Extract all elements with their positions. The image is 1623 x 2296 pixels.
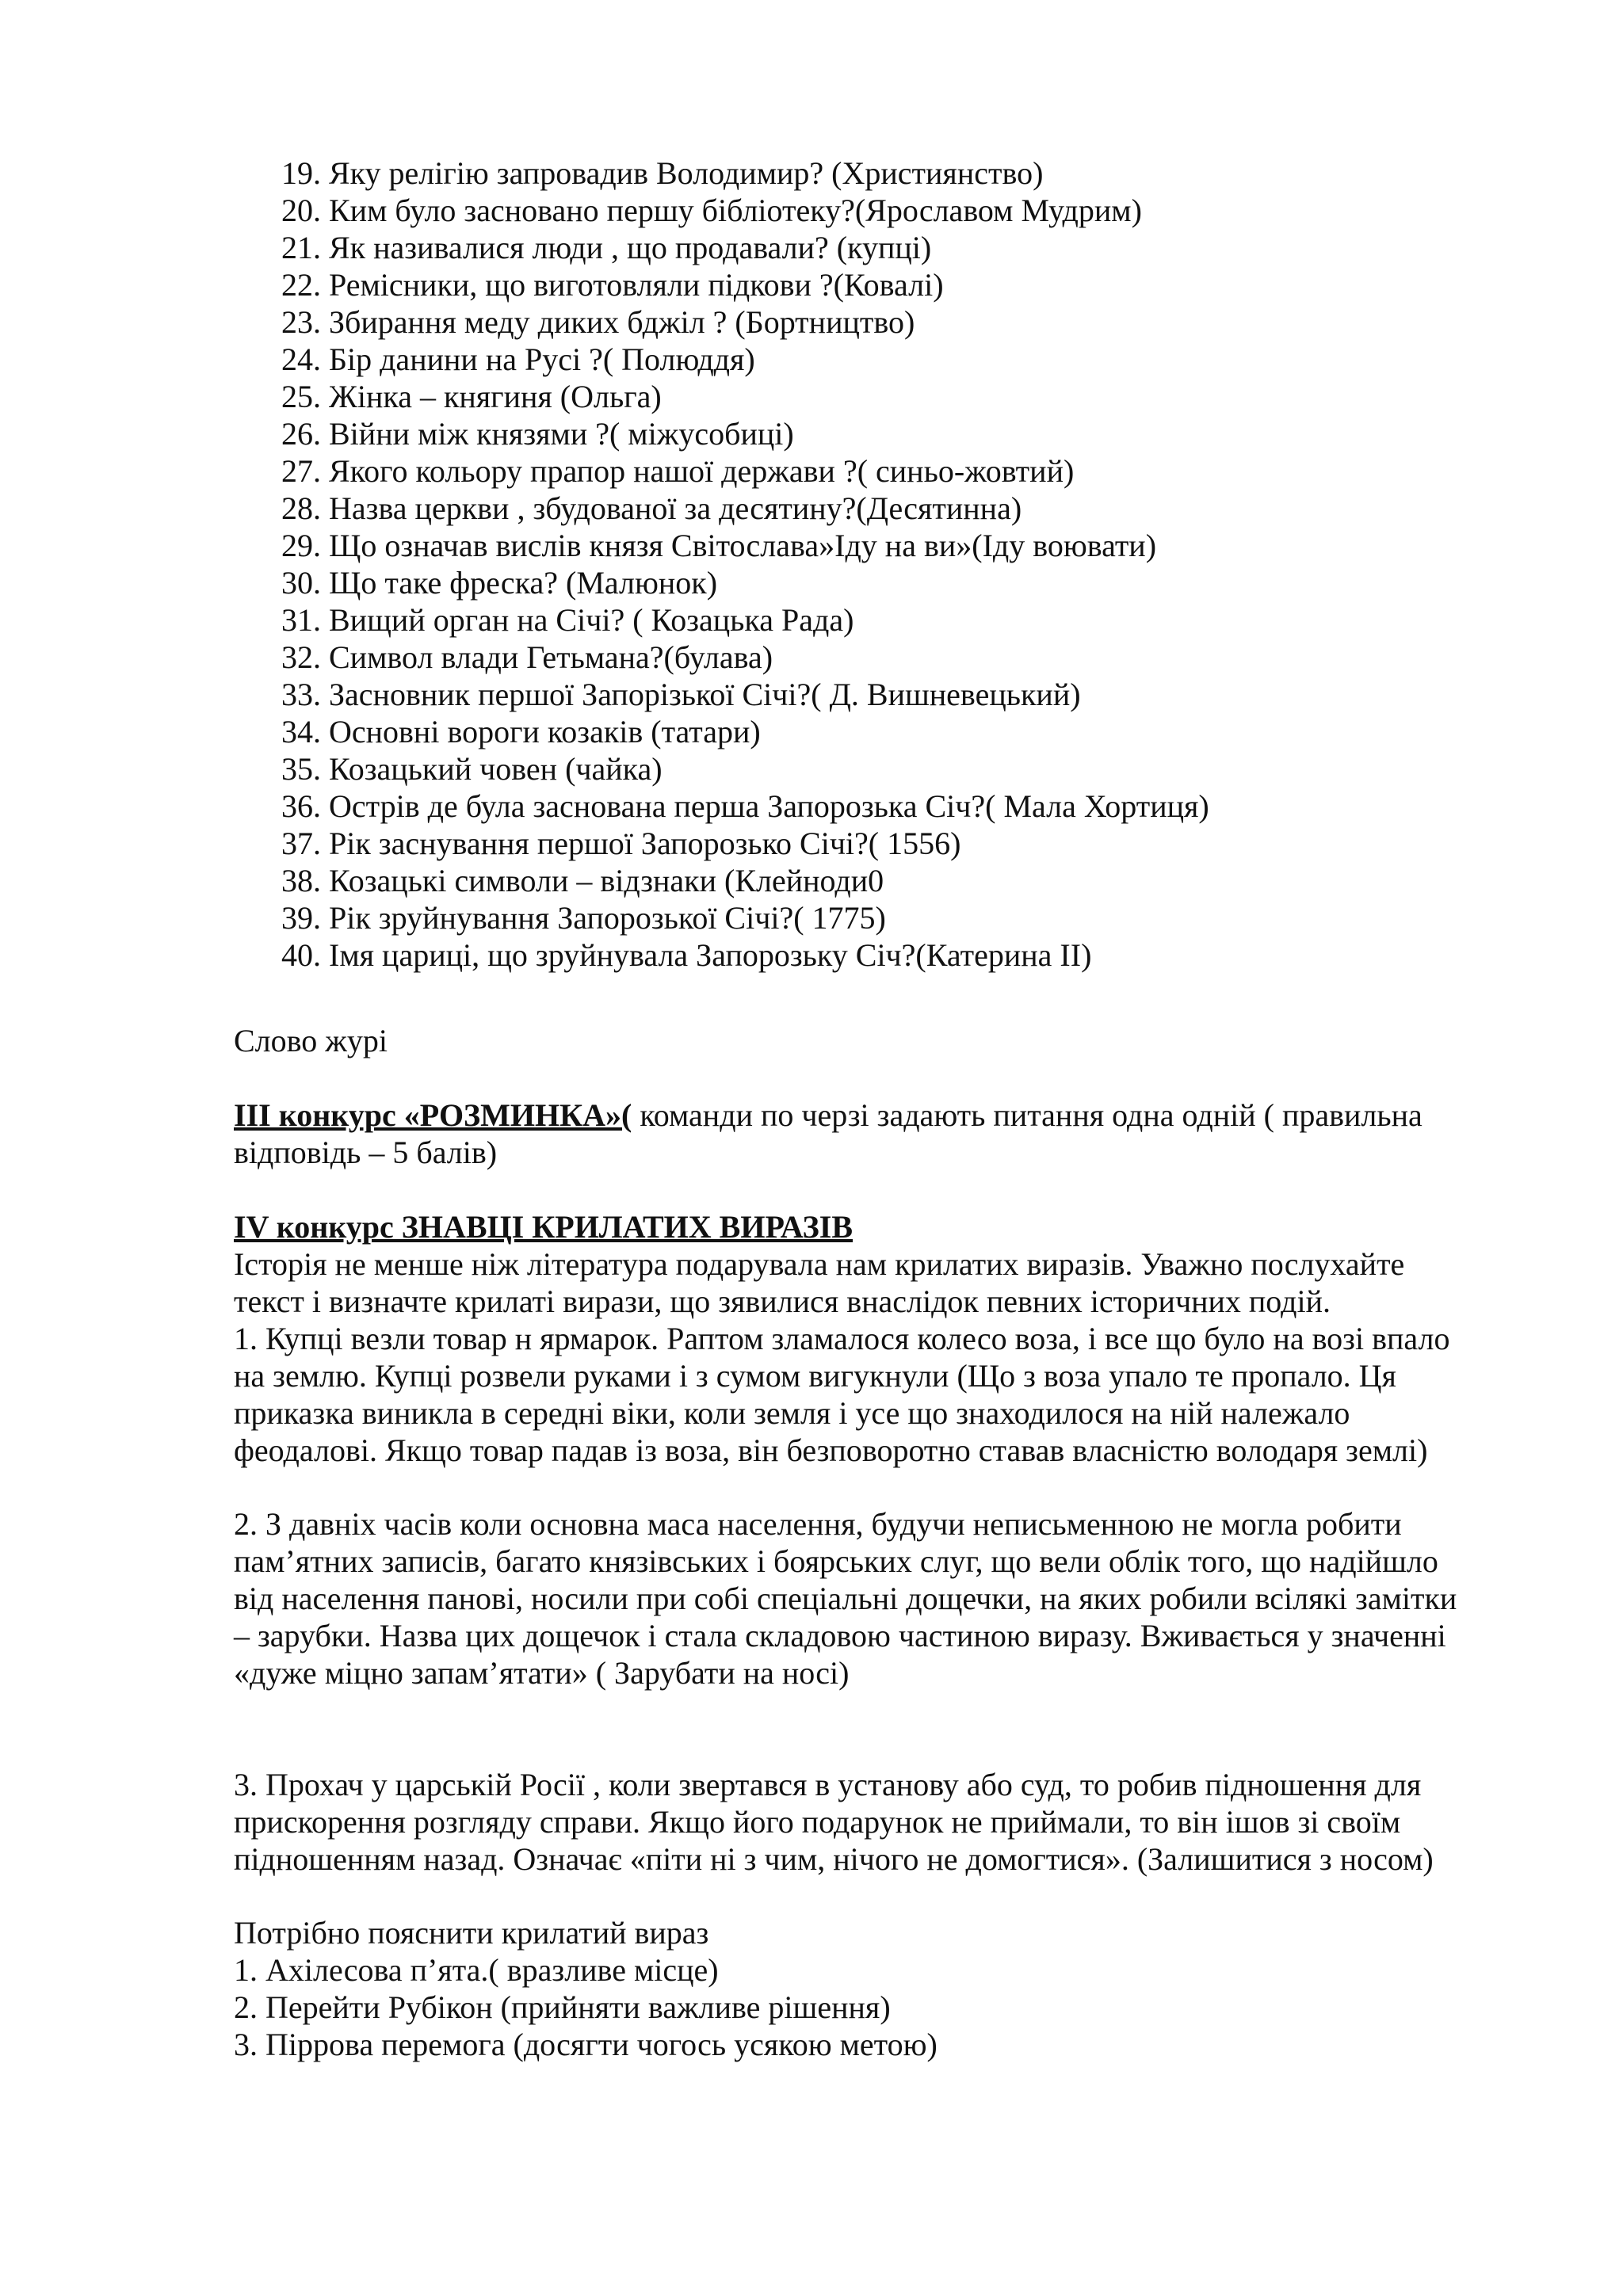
explain-item: 1. Ахілесова п’ята.( вразливе місце) [234,1952,719,1988]
expression-2-line: «дуже міцно запам’ятати» ( Зарубати на носі) [234,1655,850,1691]
question-item: 33. Засновник першої Запорізької Січі?( Д. Вишневецький) [281,677,1081,712]
question-item: 28. Назва церкви , збудованої за десятину?(Десятинна) [281,490,1022,526]
question-item: 38. Козацькі символи – відзнаки (Клейноди0 [281,863,884,898]
expression-2-paragraph [234,1505,1581,1691]
question-item: 31. Вищий орган на Січі? ( Козацька Рада) [281,602,854,638]
question-item: 34. Основні вороги козаків (татари) [281,714,761,749]
contest-3-heading: ІІІ конкурс «РОЗМИНКА»( [234,1097,632,1133]
explain-item: 3. Піррова перемога (досягти чогось усякою метою) [234,2027,938,2062]
expression-3-paragraph [234,1766,1581,1878]
question-item: 22. Ремісники, що виготовляли підкови ?(Ковалі) [281,267,944,303]
question-item: 19. Яку релігію запровадив Володимир? (Християнство) [281,155,1044,191]
contest-4-intro-line: текст і визначте крилаті вирази, що зявилися внаслідок певних історичних подій. [234,1283,1331,1319]
question-item: 23. Збирання меду диких бджіл ? (Бортництво) [281,304,915,340]
contest-3-section [234,1097,1581,1171]
expression-1-line: приказка виникла в середні віки, коли земля і усе що знаходилося на ній належало [234,1395,1350,1431]
contest-3-line-1 [234,1097,1581,1134]
expression-2-line: від населення панові, носили при собі спеціальні дощечки, на яких робили всілякі замітки [234,1581,1457,1616]
question-item: 21. Як називалися люди , що продавали? (купці) [281,230,932,265]
jury-word-paragraph [234,1022,1581,1059]
question-item: 29. Що означав вислів князя Світослава»Іду на ви»(Іду воювати) [281,528,1157,563]
expression-1-line: 1. Купці везли товар н ярмарок. Раптом зламалося колесо воза, і все що було на возі впало [234,1321,1450,1356]
explain-section [234,1914,1581,2063]
expression-2-line: – зарубки. Назва цих дощечок і стала складовою частиною виразу. Вживається у значенні [234,1618,1446,1653]
question-item: 40. Імя цариці, що зруйнувала Запорозьку Січ?(Катерина ІІ) [281,937,1092,973]
question-item: 27. Якого кольору прапор нашої держави ?( синьо-жовтий) [281,453,1075,489]
contest-3-text: команди по черзі задають питання одна одній ( правильна [632,1097,1423,1133]
expression-2-line: пам’ятних записів, багато князівських і боярських слуг, що вели облік того, що надійшло [234,1543,1438,1579]
question-item: 37. Рік заснування першої Запорозько Січі?( 1556) [281,826,961,861]
expression-1-line: на землю. Купці розвели руками і з сумом вигукнули (Що з воза упало те пропало. Ця [234,1358,1396,1394]
explain-item: 2. Перейти Рубікон (прийняти важливе рішення) [234,1989,891,2025]
contest-4-intro-line: Історія не менше ніж література подарувала нам крилатих виразів. Уважно послухайте [234,1246,1405,1282]
question-item: 26. Війни між князями ?( міжусобиці) [281,416,794,452]
question-item: 30. Що таке фреска? (Малюнок) [281,565,718,601]
question-item: 25. Жінка – княгиня (Ольга) [281,379,662,414]
explain-title: Потрібно пояснити крилатий вираз [234,1915,709,1951]
question-item: 35. Козацький човен (чайка) [281,751,663,787]
contest-4-heading: IV конкурс ЗНАВЦІ КРИЛАТИХ ВИРАЗІВ [234,1209,854,1245]
quiz-question-list [281,154,1581,974]
question-item: 36. Острів де була заснована перша Запорозька Січ?( Мала Хортиця) [281,788,1209,824]
question-item: 32. Символ влади Гетьмана?(булава) [281,639,773,675]
expression-3-line: прискорення розгляду справи. Якщо його подарунок не приймали, то він ішов зі своїм [234,1804,1401,1840]
contest-3-line-2: відповідь – 5 балів) [234,1135,498,1170]
jury-word: Слово журі [234,1023,388,1058]
question-item: 20. Ким було засновано першу бібліотеку?(Ярославом Мудрим) [281,193,1142,228]
contest-4-section [234,1208,1581,1469]
expression-2-line: 2. З давніх часів коли основна маса населення, будучи неписьменною не могла робити [234,1506,1402,1542]
expression-3-line: 3. Прохач у царській Росії , коли звертався в установу або суд, то робив підношення для [234,1767,1422,1802]
expression-1-line: феодалові. Якщо товар падав із воза, він безповоротно ставав власністю володаря землі) [234,1432,1428,1468]
question-item: 39. Рік зруйнування Запорозької Січі?( 1775) [281,900,886,936]
question-item: 24. Бір данини на Русі ?( Полюддя) [281,341,755,377]
expression-3-line: підношенням назад. Означає «піти ні з чим, нічого не домогтися». (Залишитися з носом) [234,1841,1434,1877]
